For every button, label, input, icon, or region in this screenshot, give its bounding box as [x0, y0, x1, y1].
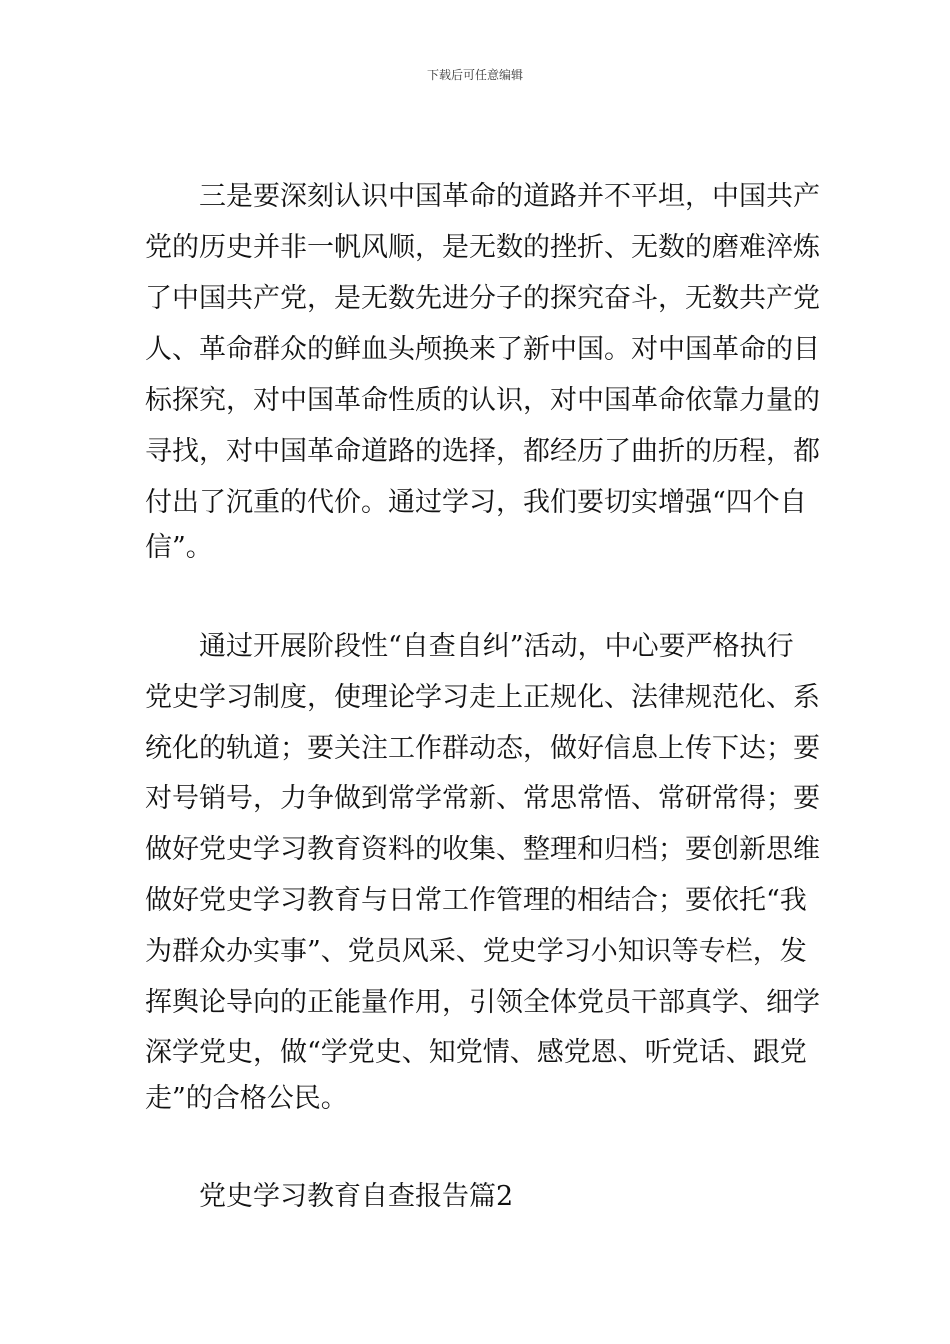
paragraph-line: 走”的合格公民。 [145, 1083, 348, 1114]
paragraph-line: 标探究，对中国革命性质的认识，对中国革命依靠力量的 [145, 385, 820, 416]
paragraph-line: 为群众办实事”、党员风采、党史学习小知识等专栏，发 [145, 936, 807, 967]
page-header: 下载后可任意编辑 [426, 68, 523, 82]
paragraph-line: 信”。 [145, 532, 213, 563]
paragraph-line: 做好党史学习教育资料的收集、整理和归档；要创新思维 [145, 834, 820, 865]
paragraph-line: 挥舆论导向的正能量作用，引领全体党员干部真学、细学 [145, 987, 820, 1018]
paragraph-line: 党史学习制度，使理论学习走上正规化、法律规范化、系 [145, 682, 820, 713]
paragraph-line: 通过开展阶段性“自查自纠”活动，中心要严格执行 [199, 631, 794, 662]
section-heading: 党史学习教育自查报告篇2 [199, 1181, 514, 1212]
paragraph-line: 党的历史并非一帆风顺，是无数的挫折、无数的磨难淬炼 [145, 232, 820, 263]
paragraph-line: 付出了沉重的代价。通过学习，我们要切实增强“四个自 [145, 487, 807, 518]
paragraph-line: 三是要深刻认识中国革命的道路并不平坦，中国共产 [199, 181, 820, 212]
paragraph-line: 人、革命群众的鲜血头颅换来了新中国。对中国革命的目 [145, 334, 820, 365]
paragraph-line: 统化的轨道；要关注工作群动态，做好信息上传下达；要 [145, 733, 820, 764]
paragraph-line: 寻找，对中国革命道路的选择，都经历了曲折的历程，都 [145, 436, 820, 467]
paragraph-line: 对号销号，力争做到常学常新、常思常悟、常研常得；要 [145, 783, 820, 814]
paragraph-line: 了中国共产党，是无数先进分子的探究奋斗，无数共产党 [145, 283, 820, 314]
paragraph-line: 做好党史学习教育与日常工作管理的相结合；要依托“我 [145, 885, 807, 916]
paragraph-line: 深学党史，做“学党史、知党情、感党恩、听党话、跟党 [145, 1037, 807, 1068]
